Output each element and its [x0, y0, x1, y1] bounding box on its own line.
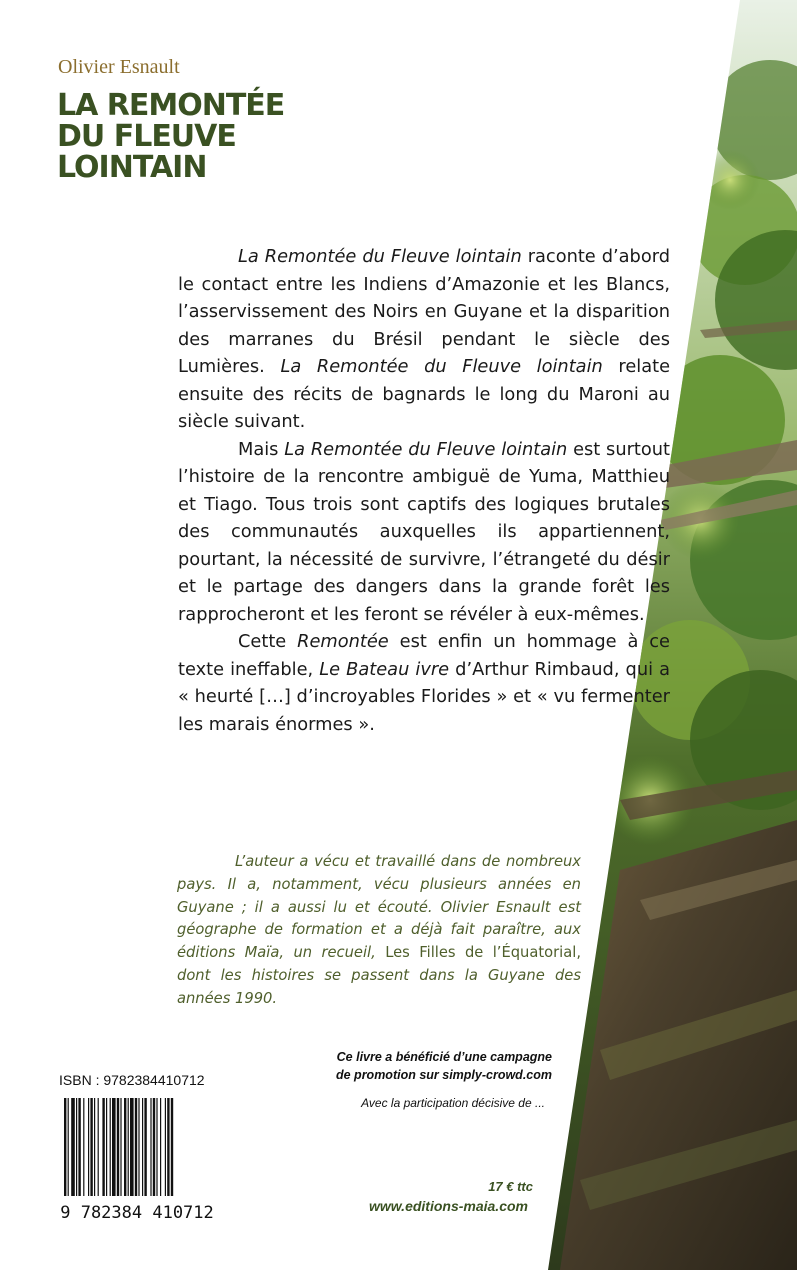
barcode-bar: [102, 1098, 104, 1196]
barcode-bar: [142, 1098, 143, 1196]
barcode-bar: [110, 1098, 111, 1196]
blurb-paragraph-3: [178, 628, 670, 738]
text-run: dont les histoires se passent dans la Guyane des années 1990.: [177, 966, 581, 1007]
barcode-bar: [150, 1098, 151, 1196]
barcode-bar: [124, 1098, 126, 1196]
barcode-bar: [78, 1098, 80, 1196]
isbn-number: ISBN : 9782384410712: [59, 1072, 205, 1088]
text-run: Cette: [238, 631, 298, 652]
promo-line: de promotion sur simply-crowd.com: [336, 1068, 552, 1082]
book-title-run: Les Filles de l’Équatorial,: [385, 944, 581, 962]
barcode-bar: [83, 1098, 84, 1196]
partner-note: Avec la participation décisive de ...: [361, 1096, 545, 1110]
price: 17 € ttc: [488, 1179, 533, 1194]
italic-title-run: La Remontée du Fleuve lointain: [284, 438, 568, 460]
barcode-bar: [138, 1098, 139, 1196]
promo-line: Ce livre a bénéficié d’une campagne: [336, 1050, 552, 1064]
barcode-bar: [156, 1098, 157, 1196]
title-line: LA REMONTÉE: [57, 88, 285, 123]
text-run: est enfin un hommage à ce texte ineffable,: [178, 631, 670, 680]
barcode-bar: [88, 1098, 89, 1196]
barcode-bar: [68, 1098, 69, 1196]
barcode-bar: [112, 1098, 116, 1196]
publisher-website: www.editions-maia.com: [369, 1198, 528, 1214]
barcode-bar: [64, 1098, 66, 1196]
blurb: [178, 243, 670, 738]
text-run: Mais: [238, 438, 285, 460]
barcode-digits: 9 782384 410712: [60, 1203, 214, 1222]
barcode-bar: [106, 1098, 107, 1196]
barcode-bar: [98, 1098, 99, 1196]
barcode: [58, 1096, 216, 1222]
barcode-bar: [144, 1098, 146, 1196]
barcode-bar: [120, 1098, 121, 1196]
italic-title-run: Le Bateau ivre: [319, 658, 450, 680]
barcode-bar: [76, 1098, 77, 1196]
barcode-bar: [90, 1098, 92, 1196]
barcode-bar: [160, 1098, 161, 1196]
italic-title-run: Remontée: [297, 631, 389, 652]
blurb-paragraph-1: [178, 243, 670, 436]
barcode-bar: [94, 1098, 95, 1196]
title-line: LOINTAIN: [57, 150, 207, 185]
text-run: d’Arthur Rimbaud, qui a « heurté […] d’incroyables Florides » et « vu fermenter les marais énormes ».: [178, 658, 670, 735]
barcode-bar: [167, 1098, 169, 1196]
barcode-bar: [171, 1098, 173, 1196]
author-name: Olivier Esnault: [58, 56, 180, 78]
book-title: [57, 90, 357, 183]
promo-note: [300, 1048, 552, 1084]
italic-title-run: La Remontée du Fleuve lointain: [238, 246, 522, 267]
text-run: L’auteur a vécu et travaillé dans de nombreux pays. Il a, notamment, vécu plusieurs années en Guyane ; il a aussi lu et écouté. Olivier Esnault est géographe de formation et a déjà fait paraître, aux éditions Maïa, un recueil,: [177, 853, 581, 962]
title-line: DU FLEUVE: [57, 119, 236, 154]
text-run: relate ensuite des récits de bagnards le long du Maroni au siècle suivant.: [178, 356, 671, 432]
barcode-bar: [128, 1098, 129, 1196]
barcode-bar: [117, 1098, 119, 1196]
barcode-bar: [135, 1098, 137, 1196]
barcode-bar: [71, 1098, 75, 1196]
text-run: raconte d’abord le contact entre les Indiens d’Amazonie et les Blancs, l’asservissement des Noirs en Guyane et la disparition des marranes du Brésil pendant le siècle des Lumières.: [178, 246, 670, 377]
barcode-bar: [130, 1098, 134, 1196]
author-bio: [177, 851, 581, 1011]
text-run: est surtout l’histoire de la rencontre ambiguë de Yuma, Matthieu et Tiago. Tous trois sont captifs des logiques brutales des communautés auxquelles ils appartiennent, pourtant, la nécessité de survivre, l’étrangeté du désir et le partage des dangers dans la grande forêt les rapprocheront et les feront se révéler à eux-mêmes.: [178, 438, 670, 625]
italic-title-run: La Remontée du Fleuve lointain: [280, 356, 603, 377]
blurb-paragraph-2: [178, 436, 670, 629]
barcode-bar: [165, 1098, 166, 1196]
barcode-bar: [153, 1098, 155, 1196]
